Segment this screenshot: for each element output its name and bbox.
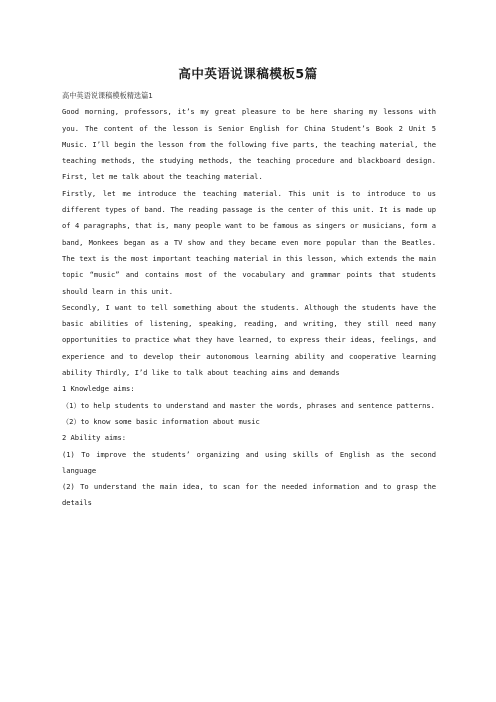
paragraph: Firstly, let me introduce the teaching material. This unit is to introduce to us different types of band. The reading passage is the center of this unit. It is made up of 4 paragraphs, that is, many people want to be famous as singers or musicians, form a band, Monkees began as a TV show and they became even more popular than the Beatles. The text is the most important teaching material in this lesson, which extends the main topic “music” and contains most of the vocabulary and grammar points that students should learn in this unit. (62, 188, 436, 296)
document-body (62, 88, 436, 512)
paragraph: Good morning, professors, it’s my great pleasure to be here sharing my lessons with you. The content of the lesson is Senior English for China Student’s Book 2 Unit 5 Music. I’ll begin the lesson from the following five parts, the teaching material, the teaching methods, the studying methods, the teaching procedure and blackboard design. First, let me talk about the teaching material. (62, 107, 436, 182)
paragraph: 1 Knowledge aims: (62, 384, 135, 394)
document-title: 高中英语说课稿模板5篇 (178, 66, 318, 81)
paragraph: （2）to know some basic information about music (62, 416, 260, 426)
paragraph: (2) To understand the main idea, to scan for the needed information and to grasp the details (62, 482, 436, 508)
section-subtitle: 高中英语说课稿模板精选篇1 (62, 91, 153, 100)
paragraph: （1）to help students to understand and master the words, phrases and sentence patterns. (62, 400, 435, 410)
paragraph: (1) To improve the students’ organizing and using skills of English as the second language (62, 449, 436, 475)
paragraph: Secondly, I want to tell something about the students. Although the students have the basic abilities of listening, speaking, reading, and writing, they still need many opportunities to practice what they have learned, to express their ideas, feelings, and experience and to develop their autonomous learning ability and cooperative learning ability Thirdly, I’d like to talk about teaching aims and demands (62, 302, 436, 378)
paragraph: 2 Ability aims: (62, 433, 127, 443)
